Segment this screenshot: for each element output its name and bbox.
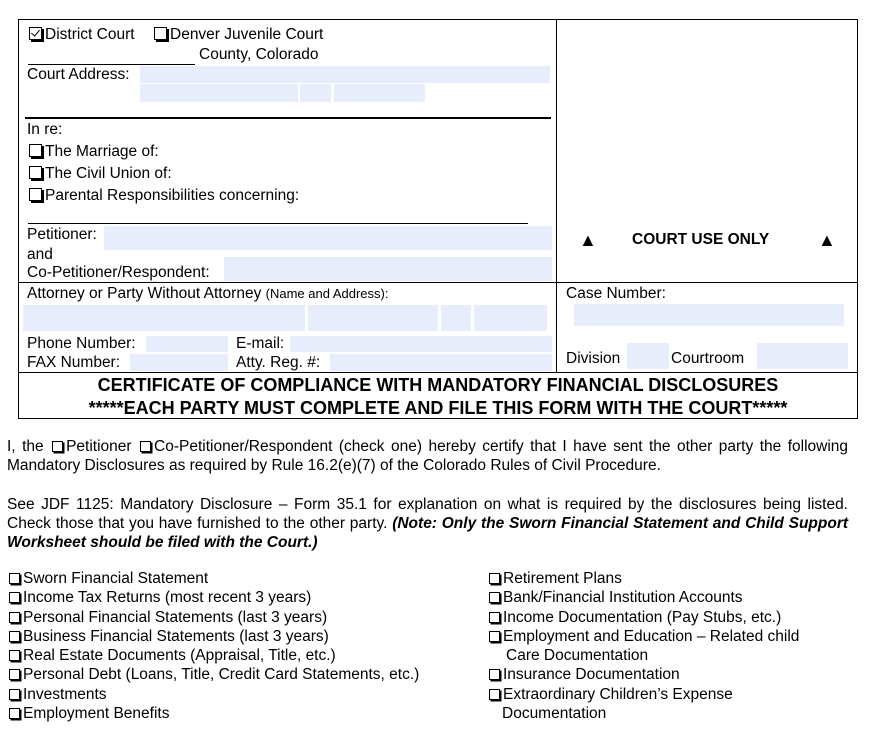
checklist-left-label: Income Tax Returns (most recent 3 years) — [23, 589, 312, 606]
co-petitioner-option-label: Co-Petitioner/Respondent — [154, 438, 333, 455]
attorney-label-row — [27, 285, 388, 303]
checklist-right-label: Income Documentation (Pay Stubs, etc.) — [503, 609, 782, 626]
civil-union-checkbox[interactable] — [29, 166, 42, 179]
caption-divider-vertical — [556, 19, 557, 372]
checklist-right-item-1[interactable] — [489, 570, 622, 588]
checklist-left-item-1[interactable] — [9, 570, 208, 588]
atty-reg-field[interactable] — [330, 354, 552, 371]
email-field[interactable] — [290, 336, 552, 352]
extraordinary-expense-checkbox[interactable] — [489, 689, 500, 700]
civil-union-label: The Civil Union of: — [45, 165, 172, 182]
caption-border-right — [857, 19, 858, 419]
investments-checkbox[interactable] — [9, 689, 20, 700]
form-title-line1: CERTIFICATE OF COMPLIANCE WITH MANDATORY FINANCIAL DISCLOSURES — [97, 375, 779, 395]
personal-financial-checkbox[interactable] — [9, 612, 20, 623]
checklist-left-item-4[interactable] — [9, 628, 329, 646]
courtroom-field[interactable] — [757, 343, 848, 369]
division-field[interactable] — [627, 343, 669, 369]
court-address-field-1[interactable] — [140, 66, 550, 83]
division-label: Division — [566, 350, 621, 367]
personal-debt-checkbox[interactable] — [9, 669, 20, 680]
checklist-left-item-7[interactable] — [9, 686, 107, 704]
denver-juvenile-label: Denver Juvenile Court — [170, 26, 324, 43]
in-re-parental[interactable] — [29, 187, 299, 205]
income-documentation-checkbox[interactable] — [489, 612, 500, 623]
instructions-note: (Note: Only the Sworn Financial Statement and Child Support Worksheet should be filed with the Court.) — [7, 515, 849, 551]
instructions-text: See JDF 1125: Mandatory Disclosure – Form 35.1 for explanation on what is required by the disclosures being listed. Check those that you have furnished to the other party. — [7, 496, 848, 532]
triangle-left-icon: ▲ — [579, 230, 597, 250]
co-petitioner-field[interactable] — [224, 257, 552, 281]
in-re-name-line[interactable] — [28, 223, 528, 224]
instructions-paragraph — [7, 495, 848, 552]
checklist-right-item-4[interactable] — [489, 628, 799, 646]
checklist-right-label: Insurance Documentation — [503, 666, 680, 683]
case-number-field[interactable] — [574, 304, 844, 326]
courtroom-label: Courtroom — [671, 350, 745, 367]
employment-education-checkbox[interactable] — [489, 631, 500, 642]
checklist-right-label: Extraordinary Children’s Expense — [503, 686, 733, 703]
caption-divider-inre — [25, 117, 551, 119]
checklist-left-label: Personal Financial Statements (last 3 years) — [23, 609, 328, 626]
caption-divider-attorney — [18, 282, 858, 283]
petitioner-checkbox[interactable] — [52, 441, 63, 452]
checklist-right-item-3[interactable] — [489, 609, 781, 627]
denver-juvenile-checkbox[interactable] — [154, 27, 167, 40]
attorney-field-2[interactable] — [308, 305, 438, 331]
checklist-left-label: Business Financial Statements (last 3 years) — [23, 628, 329, 645]
court-address-field-2[interactable] — [140, 84, 298, 102]
checklist-right-item-6[interactable] — [489, 686, 733, 704]
in-re-marriage[interactable] — [29, 143, 159, 161]
certification-rest: (check one) hereby certify that I have sent the other party the following Mandatory Disclosures as required by Rule 16.2(e)(7) of the Colorado Rules of Civil Procedure. — [7, 438, 849, 474]
checklist-right-item-6-cont: Documentation — [502, 705, 607, 722]
phone-label: Phone Number: — [27, 335, 136, 352]
checklist-left-item-8[interactable] — [9, 705, 169, 723]
county-blank-line[interactable] — [28, 64, 195, 65]
attorney-note: (Name and Address): — [265, 286, 389, 301]
court-address-field-3[interactable] — [300, 84, 331, 102]
petitioner-field[interactable] — [104, 226, 552, 250]
checklist-right-item-5[interactable] — [489, 666, 680, 684]
marriage-label: The Marriage of: — [45, 143, 159, 160]
parental-checkbox[interactable] — [29, 188, 42, 201]
checklist-left-item-3[interactable] — [9, 609, 327, 627]
atty-reg-label: Atty. Reg. #: — [236, 354, 321, 371]
co-petitioner-checkbox[interactable] — [140, 441, 151, 452]
court-option-district[interactable] — [29, 26, 135, 44]
district-court-label: District Court — [45, 26, 135, 43]
county-suffix: County, Colorado — [199, 46, 319, 63]
caption-border-top — [18, 19, 858, 20]
attorney-field-3[interactable] — [441, 305, 471, 331]
attorney-field-1[interactable] — [23, 305, 305, 331]
certification-paragraph — [7, 437, 848, 475]
checklist-left-item-2[interactable] — [9, 589, 311, 607]
form-title-line2: *****EACH PARTY MUST COMPLETE AND FILE THIS FORM WITH THE COURT***** — [88, 398, 788, 418]
sworn-financial-checkbox[interactable] — [9, 573, 20, 584]
caption-divider-title — [18, 372, 858, 373]
checklist-right-item-2[interactable] — [489, 589, 743, 607]
business-financial-checkbox[interactable] — [9, 631, 20, 642]
petitioner-label: Petitioner: — [27, 226, 97, 243]
checklist-right-label: Bank/Financial Institution Accounts — [503, 589, 743, 606]
checklist-right-label: Employment and Education – Related child — [503, 628, 800, 645]
fax-label: FAX Number: — [27, 354, 121, 371]
marriage-checkbox[interactable] — [29, 144, 42, 157]
bank-accounts-checkbox[interactable] — [489, 592, 500, 603]
checklist-left-label: Real Estate Documents (Appraisal, Title, etc.) — [23, 647, 336, 664]
district-court-checkbox[interactable] — [29, 27, 42, 40]
fax-field[interactable] — [130, 354, 228, 371]
caption-border-left — [18, 19, 19, 419]
court-option-denver-juvenile[interactable] — [154, 26, 323, 44]
checklist-left-label: Sworn Financial Statement — [23, 570, 209, 587]
petitioner-option-label: Petitioner — [66, 438, 132, 455]
real-estate-checkbox[interactable] — [9, 650, 20, 661]
certification-prefix: I, the — [7, 438, 44, 455]
in-re-label: In re: — [27, 121, 63, 138]
court-use-only-label: COURT USE ONLY — [632, 231, 770, 248]
checklist-right-label: Retirement Plans — [503, 570, 622, 587]
in-re-civil-union[interactable] — [29, 165, 172, 183]
triangle-right-icon: ▲ — [818, 230, 836, 250]
and-label: and — [27, 246, 53, 263]
income-tax-checkbox[interactable] — [9, 592, 20, 603]
attorney-field-4[interactable] — [474, 305, 547, 331]
attorney-label: Attorney or Party Without Attorney — [27, 285, 262, 302]
retirement-checkbox[interactable] — [489, 573, 500, 584]
insurance-checkbox[interactable] — [489, 669, 500, 680]
checklist-left-item-6[interactable] — [9, 666, 419, 684]
court-address-field-4[interactable] — [334, 84, 425, 102]
checklist-left-item-5[interactable] — [9, 647, 336, 665]
employment-benefits-checkbox[interactable] — [9, 708, 20, 719]
parental-label: Parental Responsibilities concerning: — [45, 187, 300, 204]
court-address-label: Court Address: — [27, 66, 130, 83]
email-label: E-mail: — [236, 335, 285, 352]
checklist-left-label: Employment Benefits — [23, 705, 170, 722]
phone-field[interactable] — [146, 336, 228, 352]
case-number-label: Case Number: — [566, 285, 666, 302]
checklist-left-label: Personal Debt (Loans, Title, Credit Card Statements, etc.) — [23, 666, 420, 683]
checklist-right-item-4-cont: Care Documentation — [506, 647, 649, 664]
co-petitioner-label: Co-Petitioner/Respondent: — [27, 264, 210, 281]
checklist-left-label: Investments — [23, 686, 107, 703]
